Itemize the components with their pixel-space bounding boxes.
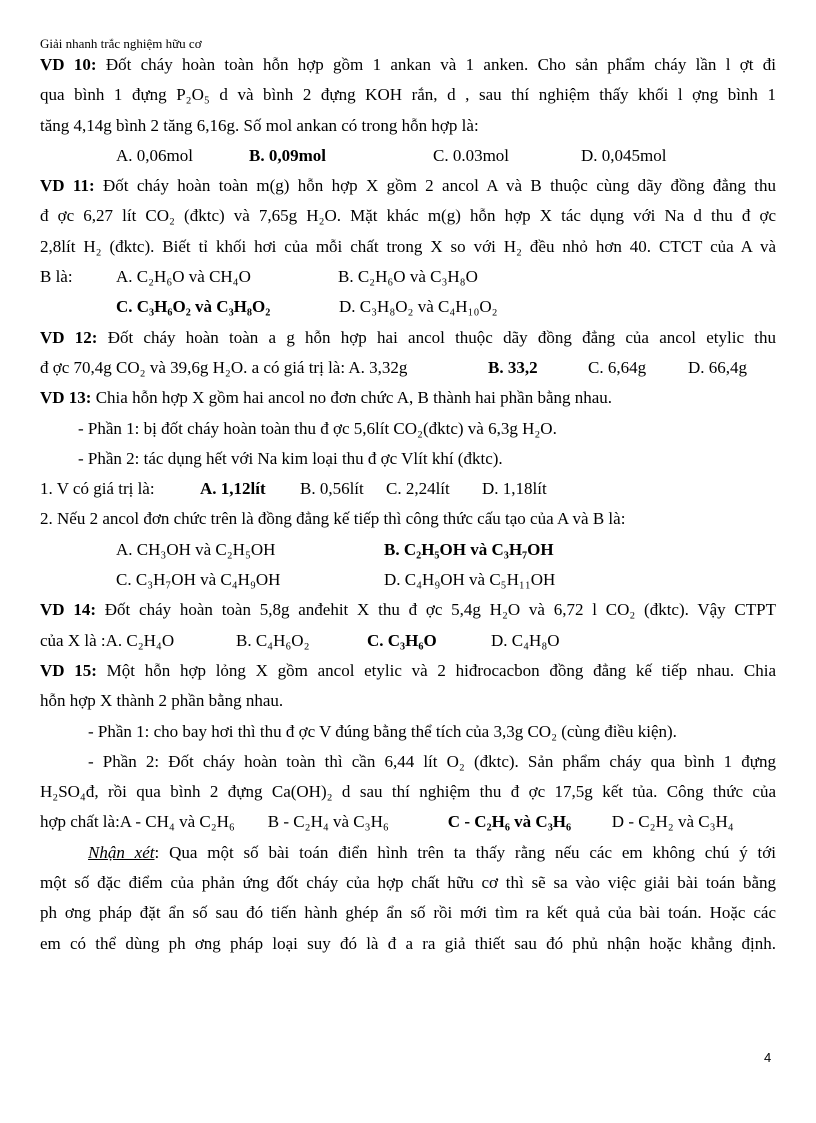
vd13-q1-option-d: D. 1,18lít — [482, 479, 547, 499]
page-number: 4 — [764, 1050, 772, 1065]
vd11-option-b: B. C₂H₆O và C₃H₈O — [338, 267, 478, 287]
vd11-label: VD 11: — [40, 176, 95, 196]
vd11-line3: 2,8lít H₂ (đktc). Biết tỉ khối hơi của mỗi chất trong X so với H₂ đều nhỏ hơn 40. CTCT của A và — [40, 236, 776, 256]
vd12-line2 — [40, 353, 776, 383]
vd14-option-c: C. C₃H₆O — [367, 630, 437, 650]
vd15-line3: H₂SO₄đ, rồi qua bình 2 đựng Ca(OH)₂ d sau thí nghiệm thu đ ợc 17,5g kết tủa. Công thức của — [40, 782, 776, 802]
vd15-part1: - Phần 1: cho bay hơi thì thu đ ợc V đúng bằng thể tích của 3,3g CO₂ (cùng điều kiện). — [88, 721, 677, 741]
vd11-line5 — [40, 292, 776, 322]
vd15-line4 — [40, 807, 776, 837]
vd15-label: VD 15: — [40, 660, 97, 680]
vd15-line1: VD 15: Một hỗn hợp lỏng X gồm ancol etylic và 2 hiđrocacbon đồng đẳng kế tiếp nhau. Chia — [40, 660, 776, 680]
page-header: Giải nhanh trắc nghiệm hữu cơ — [40, 36, 202, 51]
vd13-q2-option-c: C. C₃H₇OH và C₄H₉OH — [116, 570, 281, 590]
vd13-q2-option-b: B. C₂H₅OH và C₃H₇OH — [384, 539, 554, 559]
vd14-label: VD 14: — [40, 600, 96, 620]
vd11-line4 — [40, 262, 776, 292]
vd11-option-a: A. C₂H₆O và CH₄O — [116, 267, 251, 287]
vd14-option-b: B. C₄H₆O₂ — [236, 630, 310, 650]
vd13-part1: - Phần 1: bị đốt cháy hoàn toàn thu đ ợc 5,6lít CO₂(đktc) và 6,3g H₂O. — [78, 418, 557, 438]
vd14-option-d: D. C₄H₈O — [491, 630, 560, 650]
vd10-option-d: D. 0,045mol — [581, 145, 667, 165]
vd10-label: VD 10: — [40, 55, 97, 74]
vd12-option-c: C. 6,64g — [588, 357, 647, 377]
vd10-line2: qua bình 1 đựng P₂O₅ d và bình 2 đựng KOH rắn, d , sau thí nghiệm thấy khối l ợng bình 1 — [40, 85, 776, 105]
vd10-option-a: A. 0,06mol — [116, 145, 193, 165]
vd15-option-b: B - C₂H₄ và C₃H₆ — [267, 812, 389, 832]
vd10-line1: VD 10: Đốt cháy hoàn toàn hỗn hợp gồm 1 ankan và 1 anken. Cho sản phẩm cháy lần l ợt đi — [40, 55, 776, 74]
vd13-q2-option-d: D. C₄H₉OH và C₅H₁₁OH — [384, 570, 556, 590]
vd15-line2: hỗn hợp X thành 2 phần bằng nhau. — [40, 691, 284, 711]
vd11-option-c: C. C₃H₆O₂ và C₃H₈O₂ — [116, 297, 271, 317]
vd13-q1-option-b: B. 0,56lít — [300, 479, 364, 499]
remark-line4: em có thể dùng ph ơng pháp loại suy đó là đ a ra giả thiết sau đó phủ nhận hoặc khẳng định. — [40, 933, 776, 953]
vd13-q1 — [40, 474, 776, 504]
vd12-line2-lead: đ ợc 70,4g CO₂ và 39,6g H₂O. a có giá trị là: A. 3,32g — [40, 357, 408, 377]
vd15-option-c: C - C₂H₆ và C₃H₆ — [447, 812, 572, 832]
remark-line3: ph ơng pháp đặt ẩn số sau đó tiến hành ghép ẩn số rồi mới tìm ra kết quả của bài toán. Hoặc các — [40, 903, 776, 923]
vd12-line1: VD 12: Đốt cháy hoàn toàn a g hỗn hợp hai ancol thuộc dãy đồng đẳng của ancol etylic thu — [40, 327, 776, 347]
vd11-option-d: D. C₃H₈O₂ và C₄H₁₀O₂ — [339, 297, 498, 317]
vd13-q2: 2. Nếu 2 ancol đơn chức trên là đồng đẳng kế tiếp thì công thức cấu tạo của A và B là: — [40, 509, 626, 529]
remark-label: Nhận xét — [88, 842, 155, 862]
remark-line1: Nhận xét: Qua một số bài toán điển hình trên ta thấy rằng nếu các em không chú ý tới — [88, 842, 776, 862]
vd14-line2-lead: của X là :A. C₂H₄O — [40, 630, 175, 650]
vd10-option-c: C. 0.03mol — [433, 145, 510, 165]
vd15-line4-lead: hợp chất là: — [40, 812, 120, 832]
vd15-option-a: A - CH₄ và C₂H₆ — [119, 812, 235, 832]
vd11-line4-lead: B là: — [40, 267, 73, 287]
vd10-line3: tăng 4,14g bình 2 tăng 6,16g. Số mol ankan có trong hỗn hợp là: — [40, 115, 479, 135]
vd13-label: VD 13: — [40, 388, 92, 408]
vd13-q2-option-a: A. CH₃OH và C₂H₅OH — [116, 539, 276, 559]
vd12-option-d: D. 66,4g — [688, 357, 748, 377]
vd10-options — [40, 141, 776, 171]
vd11-line1: VD 11: Đốt cháy hoàn toàn m(g) hỗn hợp X gồm 2 ancol A và B thuộc cùng dãy đồng đẳng thu — [40, 176, 776, 196]
vd13-q1-text: 1. V có giá trị là: — [40, 479, 155, 499]
vd15-part2: - Phần 2: Đốt cháy hoàn toàn thì cần 6,44 lít O₂ (đktc). Sản phẩm cháy qua bình 1 đựng — [88, 751, 776, 771]
vd12-option-b: B. 33,2 — [488, 357, 538, 377]
document-body — [40, 50, 776, 959]
vd10-option-b: B. 0,09mol — [249, 145, 326, 165]
vd13-q2-row1 — [40, 535, 776, 565]
vd14-line1: VD 14: Đốt cháy hoàn toàn 5,8g anđehit X thu đ ợc 5,4g H₂O và 6,72 l CO₂ (đktc). Vậy CTPT — [40, 600, 776, 620]
vd11-line2: đ ợc 6,27 lít CO₂ (đktc) và 7,65g H₂O. Mặt khác m(g) hỗn hợp X tác dụng với Na d thu đ ợc — [40, 206, 776, 226]
vd13-q1-option-a: A. 1,12lít — [200, 479, 266, 499]
vd15-option-d: D - C₂H₂ và C₃H₄ — [611, 812, 734, 832]
vd13-q2-row2 — [40, 565, 776, 595]
vd14-line2 — [40, 626, 776, 656]
vd13-part2: - Phần 2: tác dụng hết với Na kim loại thu đ ợc Vlít khí (đktc). — [78, 448, 503, 468]
vd12-label: VD 12: — [40, 327, 98, 347]
vd13-q1-option-c: C. 2,24lít — [386, 479, 450, 499]
vd13-line1: VD 13: Chia hỗn hợp X gồm hai ancol no đơn chức A, B thành hai phần bằng nhau. — [40, 388, 613, 408]
remark-line2: một số đặc điểm của phản ứng đốt cháy của hợp chất hữu cơ thì sẽ sa vào việc giải bài toán bằng — [40, 873, 776, 893]
